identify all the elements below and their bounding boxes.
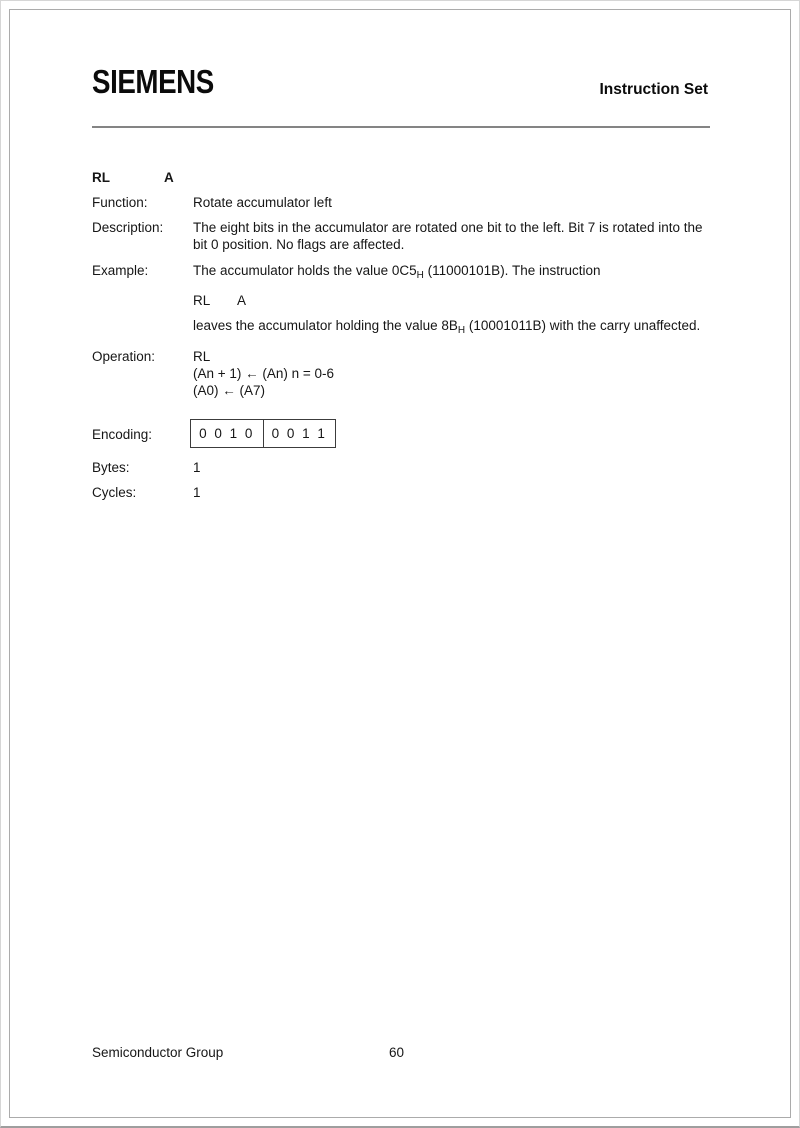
operation-line: (A0) ← (A7) <box>193 383 266 398</box>
description-value: The eight bits in the accumulator are rotated one bit to the left. Bit 7 is rotated into the bit 0 position. No flags are affected. <box>193 220 703 252</box>
encoding-box <box>190 419 336 448</box>
example-code-operand: A <box>237 293 247 308</box>
encoding-nibble-high: 0 0 1 0 <box>199 426 255 441</box>
cycles-label: Cycles: <box>92 485 137 500</box>
encoding-row <box>92 419 710 448</box>
description-label: Description: <box>92 220 164 235</box>
bytes-label: Bytes: <box>92 460 130 475</box>
instruction-operand: A <box>164 170 174 185</box>
page-footer <box>92 1044 708 1061</box>
encoding-label: Encoding: <box>92 427 153 442</box>
instruction-mnemonic: RL <box>92 170 110 185</box>
header-title: Instruction Set <box>599 81 708 98</box>
bytes-row <box>92 459 710 476</box>
example-line-3: leaves the accumulator holding the value $8B_H$ (10001011B) with the carry unaffected. <box>193 318 701 336</box>
example-row <box>92 262 710 339</box>
siemens-logo: SIEMENS <box>92 63 214 100</box>
operation-value <box>193 348 710 399</box>
hex-subscript: H <box>416 270 424 281</box>
example-label: Example: <box>92 263 149 278</box>
description-row <box>92 219 710 253</box>
page-number: 60 <box>389 1045 405 1060</box>
footer-group-name: Semiconductor Group <box>92 1045 224 1060</box>
cycles-row <box>92 484 710 501</box>
operation-row <box>92 348 710 399</box>
operation-line: RL <box>193 349 211 364</box>
hex-subscript: H <box>457 325 466 336</box>
instruction-heading <box>92 169 710 186</box>
example-value <box>193 262 710 339</box>
function-label: Function: <box>92 195 148 210</box>
cycles-value: 1 <box>193 485 201 500</box>
operation-line: (An + 1) ← (An) n = 0-6 <box>193 366 335 381</box>
operation-label: Operation: <box>92 349 156 364</box>
encoding-nibble-low: 0 0 1 1 <box>263 420 336 447</box>
example-code-line <box>193 292 710 309</box>
instruction-section <box>92 169 710 501</box>
function-value: Rotate accumulator left <box>193 195 332 210</box>
function-row <box>92 194 710 211</box>
example-line-1: The accumulator holds the value $0C5_H$ (11000101B). The instruction <box>193 263 601 281</box>
example-code-mnemonic: RL <box>193 293 211 308</box>
header-rule <box>92 126 710 128</box>
bytes-value: 1 <box>193 460 201 475</box>
